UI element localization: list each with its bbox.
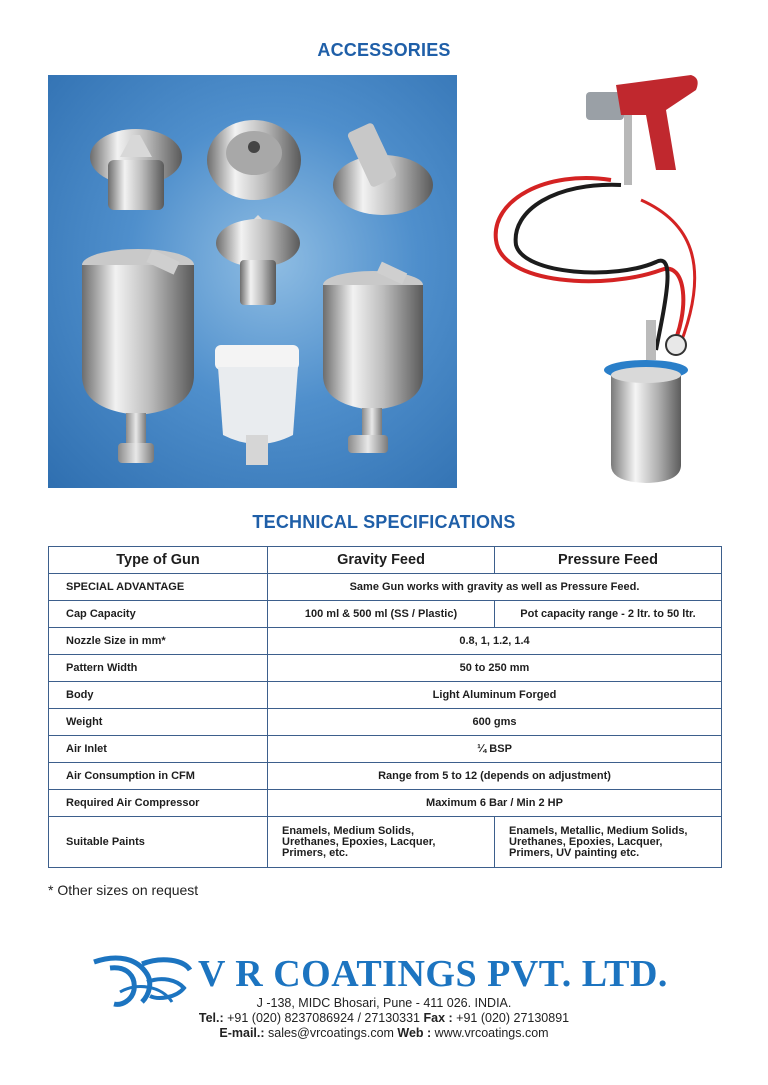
header-type: Type of Gun bbox=[49, 547, 268, 574]
table-row bbox=[49, 709, 722, 736]
row-value-gravity bbox=[268, 817, 495, 868]
nozzle-fitting-1 bbox=[90, 129, 182, 210]
nozzle-fitting-2 bbox=[216, 215, 300, 305]
steel-cup-large bbox=[82, 249, 194, 463]
row-label: Required Air Compressor bbox=[49, 790, 268, 817]
row-label: Weight bbox=[49, 709, 268, 736]
row-label: Pattern Width bbox=[49, 655, 268, 682]
table-row bbox=[49, 628, 722, 655]
email-link[interactable]: sales@vrcoatings.com bbox=[264, 1026, 398, 1040]
web-label: Web : bbox=[397, 1026, 432, 1040]
round-cap bbox=[207, 120, 301, 200]
address-line: J -138, MIDC Bhosari, Pune - 411 026. INDIA. bbox=[256, 996, 512, 1010]
paint-line: Primers, UV painting etc. bbox=[509, 846, 640, 859]
row-label: Suitable Paints bbox=[49, 817, 268, 868]
paint-line: Enamels, Metallic, Medium Solids, bbox=[509, 824, 688, 837]
table-row bbox=[49, 790, 722, 817]
company-name: V R COATINGS PVT. LTD. bbox=[198, 953, 668, 995]
fax-value: +91 (020) 27130891 bbox=[452, 1011, 570, 1025]
row-label: Air Inlet bbox=[49, 736, 268, 763]
row-value-gravity: 100 ml & 500 ml (SS / Plastic) bbox=[268, 601, 495, 628]
paint-line: Urethanes, Epoxies, Lacquer, bbox=[282, 835, 436, 848]
phone-line bbox=[0, 1011, 768, 1025]
flat-lid bbox=[333, 122, 433, 215]
plastic-cup bbox=[215, 345, 299, 465]
table-row bbox=[49, 763, 722, 790]
steel-cup-small bbox=[323, 262, 423, 453]
table-row bbox=[49, 817, 722, 868]
contact-line bbox=[0, 1026, 768, 1040]
row-label: Body bbox=[49, 682, 268, 709]
specs-heading: TECHNICAL SPECIFICATIONS bbox=[252, 512, 516, 532]
tel-value: +91 (020) 8237086924 / 27130331 bbox=[223, 1011, 424, 1025]
table-row bbox=[49, 655, 722, 682]
table-row bbox=[49, 682, 722, 709]
row-value: Same Gun works with gravity as well as Pressure Feed. bbox=[268, 574, 722, 601]
spec-table bbox=[48, 546, 722, 868]
row-value: Light Aluminum Forged bbox=[268, 682, 722, 709]
row-label: SPECIAL ADVANTAGE bbox=[49, 574, 268, 601]
accessories-heading: ACCESSORIES bbox=[317, 40, 451, 60]
header-pressure: Pressure Feed bbox=[495, 547, 722, 574]
footnote: * Other sizes on request bbox=[48, 882, 199, 898]
fax-label: Fax : bbox=[423, 1011, 453, 1025]
paint-line: Primers, etc. bbox=[282, 846, 349, 859]
paint-line: Enamels, Medium Solids, bbox=[282, 824, 415, 837]
row-value: 600 gms bbox=[268, 709, 722, 736]
row-value-pressure bbox=[495, 817, 722, 868]
web-link[interactable]: www.vrcoatings.com bbox=[431, 1026, 549, 1040]
table-row bbox=[49, 736, 722, 763]
table-row bbox=[49, 574, 722, 601]
row-value: ¼ BSP bbox=[268, 736, 722, 763]
header-gravity: Gravity Feed bbox=[268, 547, 495, 574]
table-row bbox=[49, 601, 722, 628]
accessories-photo bbox=[48, 75, 457, 488]
tel-label: Tel.: bbox=[198, 1011, 224, 1025]
email-label: E-mail.: bbox=[219, 1026, 265, 1040]
spray-gun-photo bbox=[486, 70, 730, 490]
row-value-pressure: Pot capacity range - 2 ltr. to 50 ltr. bbox=[495, 601, 722, 628]
row-value: Range from 5 to 12 (depends on adjustment) bbox=[268, 763, 722, 790]
paint-line: Urethanes, Epoxies, Lacquer, bbox=[509, 835, 663, 848]
row-label: Cap Capacity bbox=[49, 601, 268, 628]
row-value: 50 to 250 mm bbox=[268, 655, 722, 682]
row-value: Maximum 6 Bar / Min 2 HP bbox=[268, 790, 722, 817]
row-label: Nozzle Size in mm* bbox=[49, 628, 268, 655]
row-value: 0.8, 1, 1.2, 1.4 bbox=[268, 628, 722, 655]
table-header-row bbox=[49, 547, 722, 574]
row-label: Air Consumption in CFM bbox=[49, 763, 268, 790]
